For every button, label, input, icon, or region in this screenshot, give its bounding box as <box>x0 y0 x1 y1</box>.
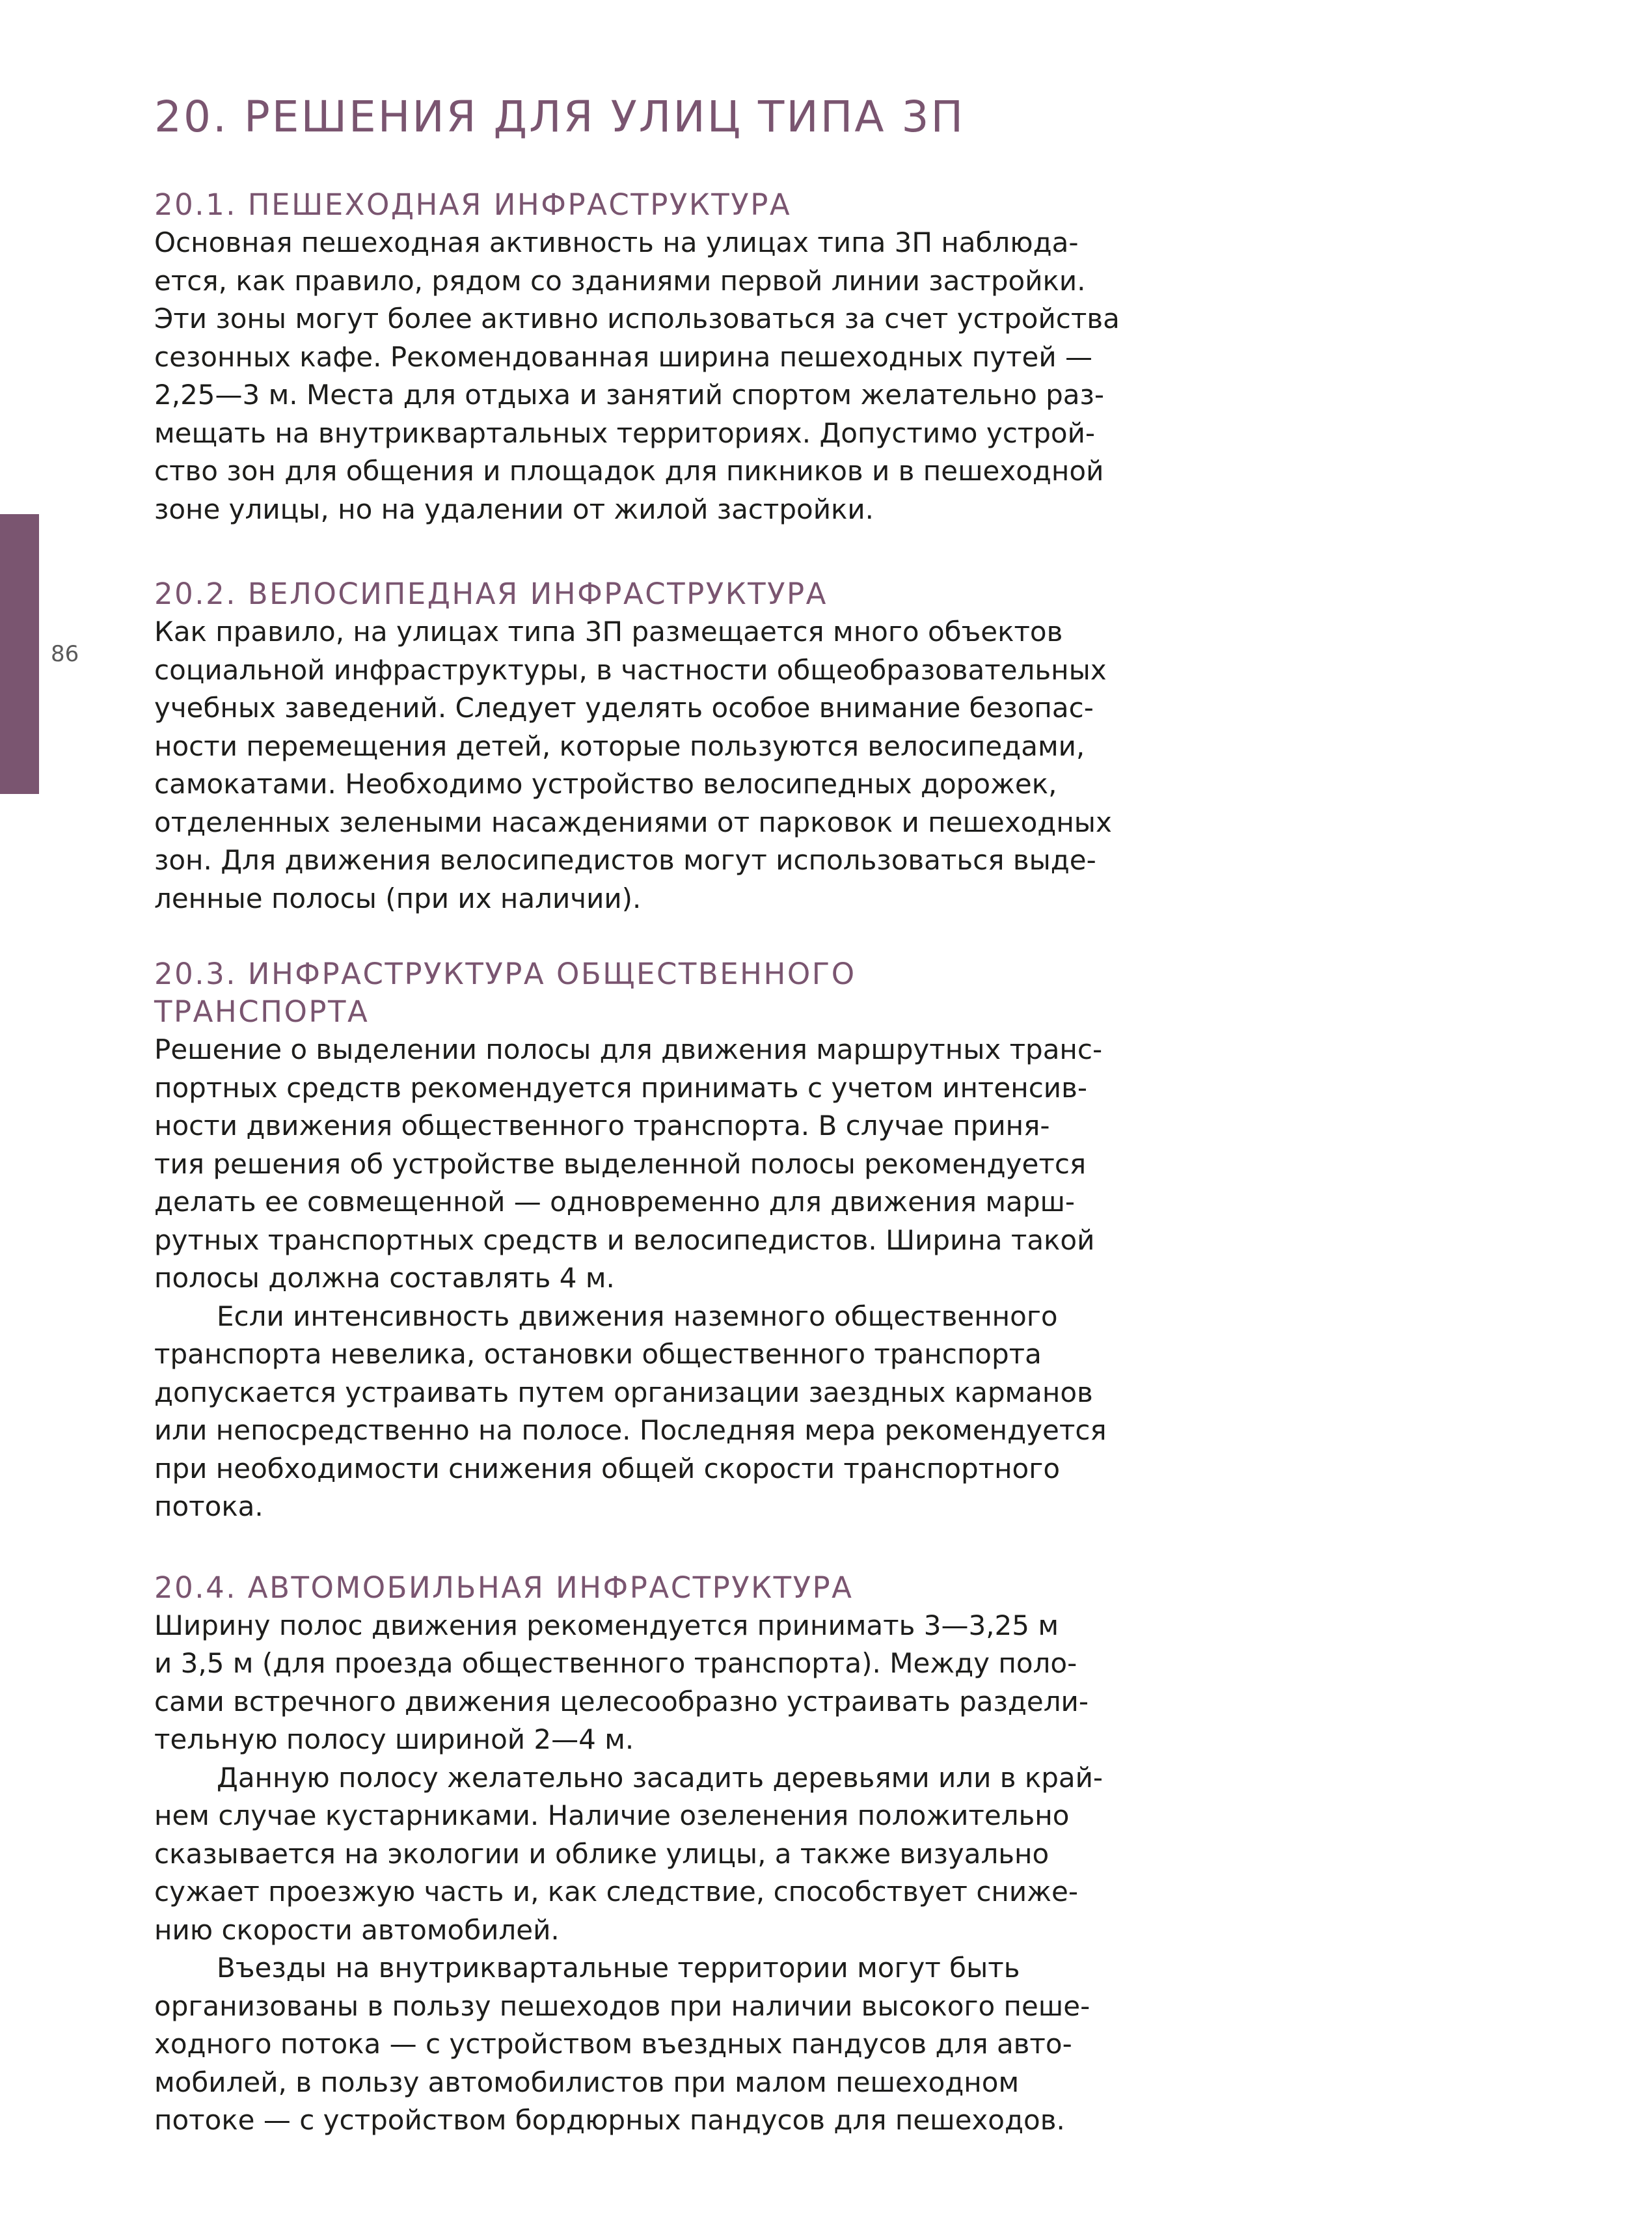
text-line: тельную полосу шириной 2—4 м. <box>154 1723 634 1755</box>
section-heading <box>154 955 1098 1031</box>
text-line: сами встречного движения целесообразно устраивать раздели- <box>154 1685 1089 1717</box>
text-line: сужает проезжую часть и, как следствие, способствует сниже- <box>154 1876 1079 1908</box>
heading-line: 20.2. ВЕЛОСИПЕДНАЯ ИНФРАСТРУКТУРА <box>154 577 828 611</box>
text-line: допускается устраивать путем организации заездных карманов <box>154 1376 1093 1408</box>
text-line: Данную полосу желательно засадить деревьями или в край- <box>217 1761 1104 1794</box>
text-line: Если интенсивность движения наземного общественного <box>217 1300 1058 1332</box>
text-line: потока. <box>154 1490 264 1522</box>
page-title: 20. РЕШЕНИЯ ДЛЯ УЛИЦ ТИПА 3П <box>154 92 966 142</box>
text-line: учебных заведений. Следует уделять особое внимание безопас- <box>154 692 1094 724</box>
text-line: организованы в пользу пешеходов при наличии высокого пеше- <box>154 1990 1090 2022</box>
paragraph <box>154 1759 1104 1950</box>
text-line: портных средств рекомендуется принимать с учетом интенсив- <box>154 1071 1087 1104</box>
text-line: зоне улицы, но на удалении от жилой застройки. <box>154 493 874 525</box>
paragraph <box>154 1031 1103 1298</box>
text-line: ности перемещения детей, которые пользуются велосипедами, <box>154 730 1085 762</box>
paragraph <box>154 1298 1107 1526</box>
section-heading <box>154 1569 1098 1607</box>
text-line: Решение о выделении полосы для движения маршрутных транс- <box>154 1033 1103 1065</box>
text-line: сказывается на экологии и облике улицы, а также визуально <box>154 1837 1049 1870</box>
section-automobile-infrastructure <box>154 1569 1104 2140</box>
text-line: нию скорости автомобилей. <box>154 1913 560 1946</box>
paragraph <box>154 1607 1098 1759</box>
text-line: тия решения об устройстве выделенной полосы рекомендуется <box>154 1147 1087 1180</box>
text-line: Ширину полос движения рекомендуется принимать 3—3,25 м <box>154 1609 1059 1641</box>
text-line: нем случае кустарниками. Наличие озеленения положительно <box>154 1799 1070 1831</box>
text-line: транспорта невелика, остановки общественного транспорта <box>154 1338 1042 1370</box>
section-public-transport-infrastructure <box>154 955 1107 1526</box>
text-line: мещать на внутриквартальных территориях. Допустимо устрой- <box>154 417 1096 449</box>
heading-line: 20.4. АВТОМОБИЛЬНАЯ ИНФРАСТРУКТУРА <box>154 1570 854 1605</box>
text-line: делать ее совмещенной — одновременно для движения марш- <box>154 1186 1076 1218</box>
text-line: Въезды на внутриквартальные территории могут быть <box>217 1952 1020 1984</box>
text-line: полосы должна составлять 4 м. <box>154 1262 615 1294</box>
text-line: зон. Для движения велосипедистов могут использоваться выде- <box>154 844 1096 876</box>
text-line: отделенных зелеными насаждениями от парковок и пешеходных <box>154 806 1112 838</box>
heading-line: ТРАНСПОРТА <box>154 994 370 1029</box>
text-line: или непосредственно на полосе. Последняя мера рекомендуется <box>154 1414 1107 1446</box>
text-line: ности движения общественного транспорта. В случае приня- <box>154 1110 1050 1142</box>
section-pedestrian-infrastructure <box>154 186 1120 528</box>
text-line: и 3,5 м (для проезда общественного транспорта). Между поло- <box>154 1647 1077 1679</box>
page-content <box>154 91 1120 2140</box>
text-line: ство зон для общения и площадок для пикников и в пешеходной <box>154 455 1104 487</box>
side-color-bar <box>0 514 39 794</box>
text-line: Основная пешеходная активность на улицах типа 3П наблюда- <box>154 226 1079 258</box>
heading-line: 20.3. ИНФРАСТРУКТУРА ОБЩЕСТВЕННОГО <box>154 957 856 991</box>
section-heading <box>154 575 1098 613</box>
text-line: мобилей, в пользу автомобилистов при малом пешеходном <box>154 2066 1020 2098</box>
paragraph <box>154 224 1120 528</box>
paragraph <box>154 1949 1098 2140</box>
text-line: потоке — с устройством бордюрных пандусов для пешеходов. <box>154 2104 1065 2136</box>
heading-line: 20.1. ПЕШЕХОДНАЯ ИНФРАСТРУКТУРА <box>154 187 792 222</box>
text-line: ется, как правило, рядом со зданиями первой линии застройки. <box>154 264 1086 297</box>
section-bicycle-infrastructure <box>154 575 1112 918</box>
section-heading <box>154 186 1098 224</box>
text-line: 2,25—3 м. Места для отдыха и занятий спортом желательно раз- <box>154 379 1105 411</box>
page-number: 86 <box>51 641 79 667</box>
text-line: рутных транспортных средств и велосипедистов. Ширина такой <box>154 1224 1095 1256</box>
text-line: сезонных кафе. Рекомендованная ширина пешеходных путей — <box>154 340 1093 373</box>
text-line: ленные полосы (при их наличии). <box>154 882 642 914</box>
text-line: социальной инфраструктуры, в частности общеобразовательных <box>154 653 1107 686</box>
text-line: Эти зоны могут более активно использоваться за счет устройства <box>154 303 1120 335</box>
paragraph <box>154 613 1112 918</box>
text-line: при необходимости снижения общей скорости транспортного <box>154 1452 1061 1484</box>
text-line: самокатами. Необходимо устройство велосипедных дорожек, <box>154 768 1057 800</box>
text-line: ходного потока — с устройством въездных пандусов для авто- <box>154 2028 1072 2060</box>
text-line: Как правило, на улицах типа 3П размещается много объектов <box>154 616 1063 648</box>
